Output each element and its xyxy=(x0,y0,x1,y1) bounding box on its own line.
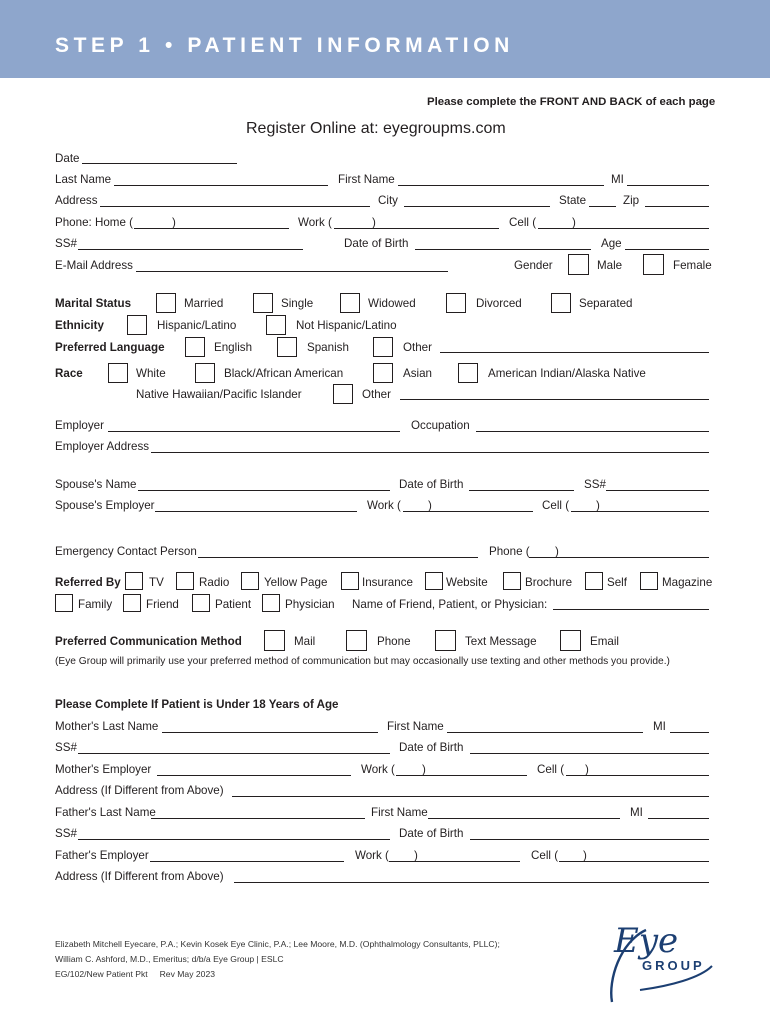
female-checkbox[interactable] xyxy=(643,254,664,275)
work-phone-field[interactable] xyxy=(334,228,499,229)
email-option-label: Email xyxy=(590,635,619,648)
not-hispanic-checkbox[interactable] xyxy=(266,315,286,335)
black-checkbox[interactable] xyxy=(195,363,215,383)
yellow-page-checkbox[interactable] xyxy=(241,572,259,590)
paren: ) xyxy=(583,849,587,862)
mother-dob-field[interactable] xyxy=(470,753,709,754)
father-address-field[interactable] xyxy=(234,882,709,883)
spouse-employer-label: Spouse's Employer xyxy=(55,499,155,512)
employer-label: Employer xyxy=(55,419,104,432)
father-work-field[interactable] xyxy=(389,861,520,862)
mother-first-name-label: First Name xyxy=(387,720,444,733)
female-label: Female xyxy=(673,259,712,272)
footer-line-1: Elizabeth Mitchell Eyecare, P.A.; Kevin Kosek Eye Clinic, P.A.; Lee Moore, M.D. (Ophthalmology Consultants, PLLC); xyxy=(55,939,500,949)
first-name-field[interactable] xyxy=(398,185,604,186)
white-label: White xyxy=(136,367,166,380)
spouse-work-field[interactable] xyxy=(403,511,533,512)
brochure-checkbox[interactable] xyxy=(503,572,521,590)
minor-section-heading: Please Complete If Patient is Under 18 Years of Age xyxy=(55,698,339,711)
mother-last-name-field[interactable] xyxy=(162,732,378,733)
race-other-field[interactable] xyxy=(400,399,709,400)
father-dob-label: Date of Birth xyxy=(399,827,464,840)
single-checkbox[interactable] xyxy=(253,293,273,313)
father-address-label: Address (If Different from Above) xyxy=(55,870,224,883)
mail-label: Mail xyxy=(294,635,316,648)
family-checkbox[interactable] xyxy=(55,594,73,612)
mother-employer-label: Mother's Employer xyxy=(55,763,152,776)
widowed-label: Widowed xyxy=(368,297,416,310)
widowed-checkbox[interactable] xyxy=(340,293,360,313)
paren: ) xyxy=(585,763,589,776)
american-indian-label: American Indian/Alaska Native xyxy=(488,367,646,380)
english-label: English xyxy=(214,341,253,354)
emergency-phone-label: Phone ( xyxy=(489,545,530,558)
paren: ) xyxy=(596,499,600,512)
home-phone-label: Phone: Home ( xyxy=(55,216,133,229)
zip-field[interactable] xyxy=(645,206,709,207)
male-label: Male xyxy=(597,259,623,272)
email-checkbox[interactable] xyxy=(560,630,581,651)
mother-last-name-label: Mother's Last Name xyxy=(55,720,159,733)
state-label: State xyxy=(559,194,587,207)
last-name-field[interactable] xyxy=(114,185,328,186)
separated-checkbox[interactable] xyxy=(551,293,571,313)
eye-group-logo xyxy=(600,920,720,1010)
mother-cell-label: Cell ( xyxy=(537,763,565,776)
spanish-label: Spanish xyxy=(307,341,349,354)
city-field[interactable] xyxy=(404,206,550,207)
race-other-checkbox[interactable] xyxy=(333,384,353,404)
work-phone-label: Work ( xyxy=(298,216,332,229)
paren: ) xyxy=(428,499,432,512)
father-first-name-field[interactable] xyxy=(428,818,620,819)
insurance-checkbox[interactable] xyxy=(341,572,359,590)
mother-work-label: Work ( xyxy=(361,763,395,776)
footer-line-3: EG/102/New Patient Pkt Rev May 2023 xyxy=(55,969,216,979)
spouse-ssn-label: SS# xyxy=(584,478,606,491)
magazine-label: Magazine xyxy=(662,576,713,589)
emergency-contact-label: Emergency Contact Person xyxy=(55,545,197,558)
single-label: Single xyxy=(281,297,314,310)
referred-by-label: Referred By xyxy=(55,576,121,589)
yellow-page-label: Yellow Page xyxy=(264,576,328,589)
native-hawaiian-label: Native Hawaiian/Pacific Islander xyxy=(136,388,302,401)
father-employer-field[interactable] xyxy=(150,861,344,862)
spouse-dob-label: Date of Birth xyxy=(399,478,464,491)
mother-address-field[interactable] xyxy=(232,796,709,797)
date-label: Date xyxy=(55,152,80,165)
occupation-field[interactable] xyxy=(476,431,709,432)
father-last-name-label: Father's Last Name xyxy=(55,806,156,819)
father-cell-field[interactable] xyxy=(559,861,709,862)
mother-mi-label: MI xyxy=(653,720,666,733)
mother-address-label: Address (If Different from Above) xyxy=(55,784,224,797)
age-label: Age xyxy=(601,237,622,250)
physician-checkbox[interactable] xyxy=(262,594,280,612)
register-online-text: Register Online at: eyegroupms.com xyxy=(246,120,506,137)
asian-label: Asian xyxy=(403,367,433,380)
tv-checkbox[interactable] xyxy=(125,572,143,590)
communication-label: Preferred Communication Method xyxy=(55,635,242,648)
mother-mi-field[interactable] xyxy=(670,732,709,733)
last-name-label: Last Name xyxy=(55,173,112,186)
race-other-label: Other xyxy=(362,388,391,401)
radio-checkbox[interactable] xyxy=(176,572,194,590)
married-checkbox[interactable] xyxy=(156,293,176,313)
spouse-cell-field[interactable] xyxy=(571,511,709,512)
friend-checkbox[interactable] xyxy=(123,594,141,612)
spouse-work-label: Work ( xyxy=(367,499,401,512)
divorced-label: Divorced xyxy=(476,297,522,310)
insurance-label: Insurance xyxy=(362,576,413,589)
website-label: Website xyxy=(446,576,488,589)
dob-label: Date of Birth xyxy=(344,237,409,250)
self-checkbox[interactable] xyxy=(585,572,603,590)
mother-employer-field[interactable] xyxy=(157,775,351,776)
mother-ssn-label: SS# xyxy=(55,741,77,754)
spouse-employer-field[interactable] xyxy=(155,511,357,512)
self-label: Self xyxy=(607,576,627,589)
paren: ) xyxy=(414,849,418,862)
not-hispanic-label: Not Hispanic/Latino xyxy=(296,319,397,332)
employer-address-label: Employer Address xyxy=(55,440,150,453)
tv-label: TV xyxy=(149,576,164,589)
male-checkbox[interactable] xyxy=(568,254,589,275)
language-other-field[interactable] xyxy=(440,352,709,353)
american-indian-checkbox[interactable] xyxy=(458,363,478,383)
family-label: Family xyxy=(78,598,113,611)
zip-label: Zip xyxy=(623,194,640,207)
father-ssn-field[interactable] xyxy=(78,839,390,840)
paren: ) xyxy=(172,216,176,229)
asian-checkbox[interactable] xyxy=(373,363,393,383)
email-field[interactable] xyxy=(136,271,448,272)
preferred-language-label: Preferred Language xyxy=(55,341,165,354)
referral-name-label: Name of Friend, Patient, or Physician: xyxy=(352,598,548,611)
ssn-field[interactable] xyxy=(78,249,303,250)
employer-field[interactable] xyxy=(108,431,400,432)
marital-status-label: Marital Status xyxy=(55,297,132,310)
hispanic-label: Hispanic/Latino xyxy=(157,319,237,332)
cell-phone-field[interactable] xyxy=(538,228,709,229)
father-mi-field[interactable] xyxy=(648,818,709,819)
spouse-dob-field[interactable] xyxy=(469,490,574,491)
email-label: E-Mail Address xyxy=(55,259,133,272)
spanish-checkbox[interactable] xyxy=(277,337,297,357)
address-field[interactable] xyxy=(100,206,370,207)
mi-field[interactable] xyxy=(627,185,709,186)
text-message-checkbox[interactable] xyxy=(435,630,456,651)
occupation-label: Occupation xyxy=(411,419,470,432)
language-other-label: Other xyxy=(403,341,432,354)
spouse-name-label: Spouse's Name xyxy=(55,478,137,491)
hispanic-checkbox[interactable] xyxy=(127,315,147,335)
city-label: City xyxy=(378,194,398,207)
father-dob-field[interactable] xyxy=(470,839,709,840)
cell-phone-label: Cell ( xyxy=(509,216,537,229)
mail-checkbox[interactable] xyxy=(264,630,285,651)
father-mi-label: MI xyxy=(630,806,643,819)
race-label: Race xyxy=(55,367,83,380)
spouse-cell-label: Cell ( xyxy=(542,499,570,512)
paren: ) xyxy=(422,763,426,776)
separated-label: Separated xyxy=(579,297,633,310)
father-ssn-label: SS# xyxy=(55,827,77,840)
website-checkbox[interactable] xyxy=(425,572,443,590)
employer-address-field[interactable] xyxy=(151,452,709,453)
black-label: Black/African American xyxy=(224,367,344,380)
father-last-name-field[interactable] xyxy=(151,818,365,819)
mother-first-name-field[interactable] xyxy=(447,732,643,733)
spouse-ssn-field[interactable] xyxy=(606,490,709,491)
radio-label: Radio xyxy=(199,576,230,589)
first-name-label: First Name xyxy=(338,173,395,186)
mi-label: MI xyxy=(611,173,624,186)
language-other-checkbox[interactable] xyxy=(373,337,393,357)
dob-field[interactable] xyxy=(415,249,591,250)
father-work-label: Work ( xyxy=(355,849,389,862)
age-field[interactable] xyxy=(625,249,709,250)
father-employer-label: Father's Employer xyxy=(55,849,149,862)
header-banner xyxy=(0,0,770,78)
text-message-label: Text Message xyxy=(465,635,537,648)
emergency-contact-field[interactable] xyxy=(198,557,478,558)
patient-checkbox[interactable] xyxy=(192,594,210,612)
home-phone-field[interactable] xyxy=(134,228,289,229)
date-field[interactable] xyxy=(82,163,237,164)
mother-ssn-field[interactable] xyxy=(78,753,390,754)
gender-label: Gender xyxy=(514,259,553,272)
magazine-checkbox[interactable] xyxy=(640,572,658,590)
logo-script-text: Eye xyxy=(614,921,679,961)
paren: ) xyxy=(555,545,559,558)
father-first-name-label: First Name xyxy=(371,806,428,819)
instruction-text: Please complete the FRONT AND BACK of each page xyxy=(427,96,716,108)
state-field[interactable] xyxy=(589,206,616,207)
phone-label: Phone xyxy=(377,635,411,648)
communication-note: (Eye Group will primarily use your preferred method of communication but may occasionally use texting and other methods you provide.) xyxy=(55,656,670,667)
physician-label: Physician xyxy=(285,598,335,611)
white-checkbox[interactable] xyxy=(108,363,128,383)
friend-label: Friend xyxy=(146,598,179,611)
divorced-checkbox[interactable] xyxy=(446,293,466,313)
patient-label: Patient xyxy=(215,598,252,611)
english-checkbox[interactable] xyxy=(185,337,205,357)
mother-dob-label: Date of Birth xyxy=(399,741,464,754)
phone-checkbox[interactable] xyxy=(346,630,367,651)
page-title: STEP 1 • PATIENT INFORMATION xyxy=(55,34,514,57)
ethnicity-label: Ethnicity xyxy=(55,319,104,332)
father-cell-label: Cell ( xyxy=(531,849,559,862)
referral-name-field[interactable] xyxy=(553,609,709,610)
paren: ) xyxy=(572,216,576,229)
married-label: Married xyxy=(184,297,224,310)
spouse-name-field[interactable] xyxy=(138,490,390,491)
brochure-label: Brochure xyxy=(525,576,573,589)
ssn-label: SS# xyxy=(55,237,77,250)
paren: ) xyxy=(372,216,376,229)
address-label: Address xyxy=(55,194,98,207)
logo-word-text: GROUP xyxy=(642,958,705,973)
footer-line-2: William C. Ashford, M.D., Emeritus; d/b/a Eye Group | ESLC xyxy=(55,954,284,964)
mother-work-field[interactable] xyxy=(396,775,527,776)
